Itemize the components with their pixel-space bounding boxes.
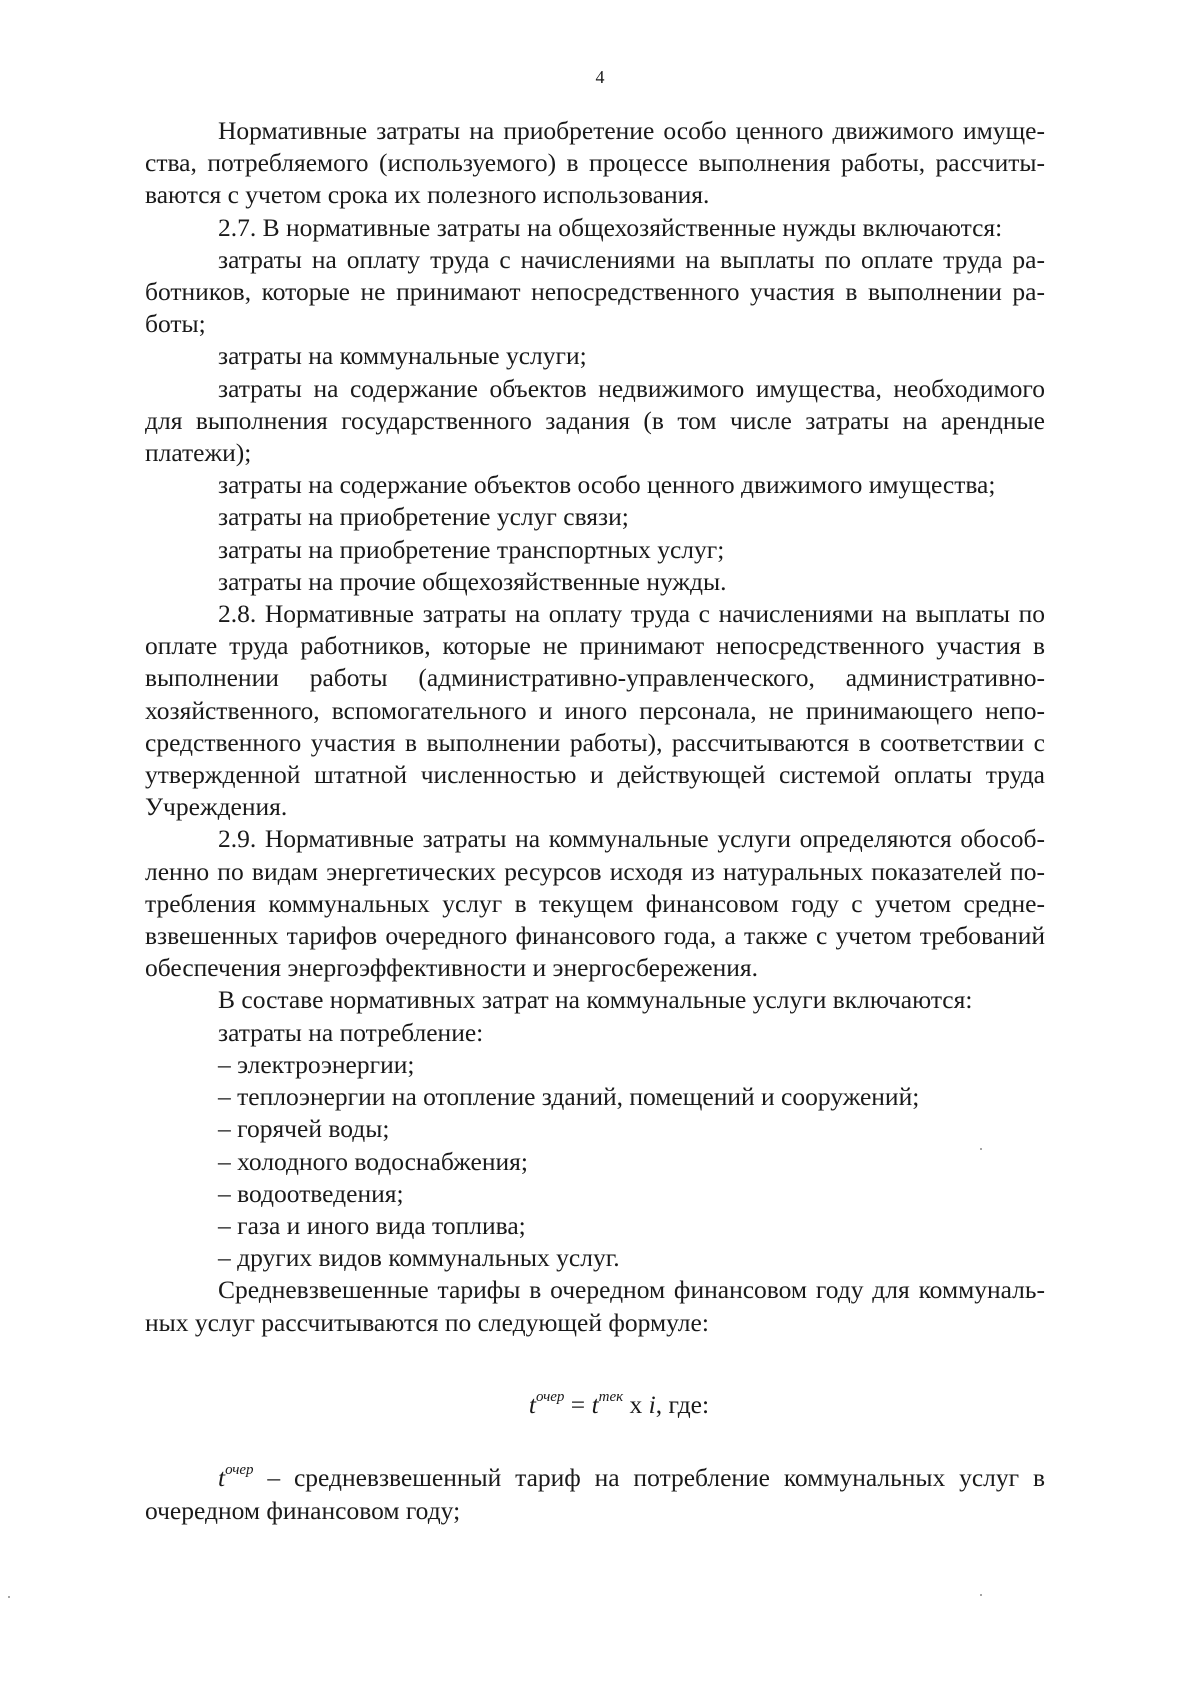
text-line: 2.8. Нормативные затраты на оплату труда с начислениями на выплаты по [218,599,1045,629]
text-line: затраты на приобретение транспортных услуг; [218,534,725,564]
text-line: В составе нормативных затрат на коммунальные услуги включаются: [218,985,973,1015]
text-line: затраты на оплату труда с начислениями на выплаты по оплате труда ра- [218,244,1045,274]
formula-factor: i [648,1390,656,1419]
list-item: – горячей воды; [218,1114,390,1144]
text-line: требления коммунальных услуг в текущем финансовом году с учетом средне- [145,888,1045,918]
text-line: затраты на содержание объектов особо ценного движимого имущества; [218,470,996,500]
definition-term [218,1463,254,1492]
text-line: средственного участия в выполнении работы), рассчитываются в соответствии с [145,727,1045,757]
formula-equals: = [564,1390,592,1419]
list-item: – водоотведения; [218,1178,404,1208]
list-item: – других видов коммунальных услуг. [218,1243,620,1273]
definition-line [145,1461,1045,1494]
text-line: ленно по видам энергетических ресурсов исходя из натуральных показателей по- [145,856,1045,886]
text-line: затраты на содержание объектов недвижимого имущества, необходимого [218,373,1045,403]
text-line: платежи); [145,438,252,468]
text-line: затраты на прочие общехозяйственные нужды. [218,566,727,596]
text-line: 2.9. Нормативные затраты на коммунальные услуги определяются обособ- [218,824,1045,854]
text-line: выполнении работы (административно-управленческого, административно- [145,663,1045,693]
list-item: – холодного водоснабжения; [218,1146,528,1176]
text-line: 2.7. В нормативные затраты на общехозяйственные нужды включаются: [218,212,1003,242]
scan-speck [980,1594,982,1596]
text-line: ных услуг рассчитываются по следующей формуле: [145,1307,709,1337]
scan-speck [980,1148,982,1150]
formula-lhs-superscript: очер [535,1389,565,1405]
text-line: затраты на коммунальные услуги; [218,341,587,371]
text-line: взвешенных тарифов очередного финансового года, а также с учетом требований [145,921,1045,951]
text-line: для выполнения государственного задания (в том числе затраты на арендные [145,405,1045,435]
formula-lhs [529,1390,565,1419]
definition-text: – средневзвешенный тариф на потребление коммунальных услуг в [253,1463,1045,1492]
text-line: затраты на потребление: [218,1017,484,1047]
text-line: Учреждения. [145,792,288,822]
text-line: оплате труда работников, которые не принимают непосредственного участия в [145,631,1045,661]
scan-speck [8,1596,10,1598]
list-item: – газа и иного вида топлива; [218,1210,526,1240]
text-line: ваются с учетом срока их полезного использования. [145,180,710,210]
text-line: утвержденной штатной численностью и действующей системой оплаты труда [145,760,1045,790]
list-item: – теплоэнергии на отопление зданий, помещений и сооружений; [218,1082,920,1112]
formula-definition [145,1461,1045,1527]
formula-rhs-base: t [591,1390,599,1419]
formula-lhs-base: t [528,1390,536,1419]
text-line: Средневзвешенные тарифы в очередном финансовом году для коммуналь- [218,1275,1045,1305]
formula-rhs-superscript: тек [598,1389,624,1405]
formula-times: x [623,1390,649,1419]
text-line: затраты на приобретение услуг связи; [218,502,629,532]
definition-term-superscript: очер [225,1462,254,1478]
formula-rhs [592,1390,624,1419]
definition-line: очередном финансовом году; [145,1496,461,1525]
list-item: – электроэнергии; [218,1049,415,1079]
page-number: 4 [595,67,605,87]
text-line: обеспечения энергоэффективности и энергосбережения. [145,953,759,983]
body-text [145,115,1045,1339]
text-line: Нормативные затраты на приобретение особо ценного движимого имуще- [218,116,1045,145]
text-line: боты; [145,309,206,339]
text-line: хозяйственного, вспомогательного и иного персонала, не принимающего непо- [145,695,1045,725]
definition-term-base: t [218,1463,226,1492]
formula-tail: , где: [655,1390,710,1419]
text-line: ботников, которые не принимают непосредственного участия в выполнении ра- [145,277,1045,307]
text-line: ства, потребляемого (используемого) в процессе выполнения работы, рассчиты- [145,148,1045,178]
tariff-formula [0,1389,1200,1421]
